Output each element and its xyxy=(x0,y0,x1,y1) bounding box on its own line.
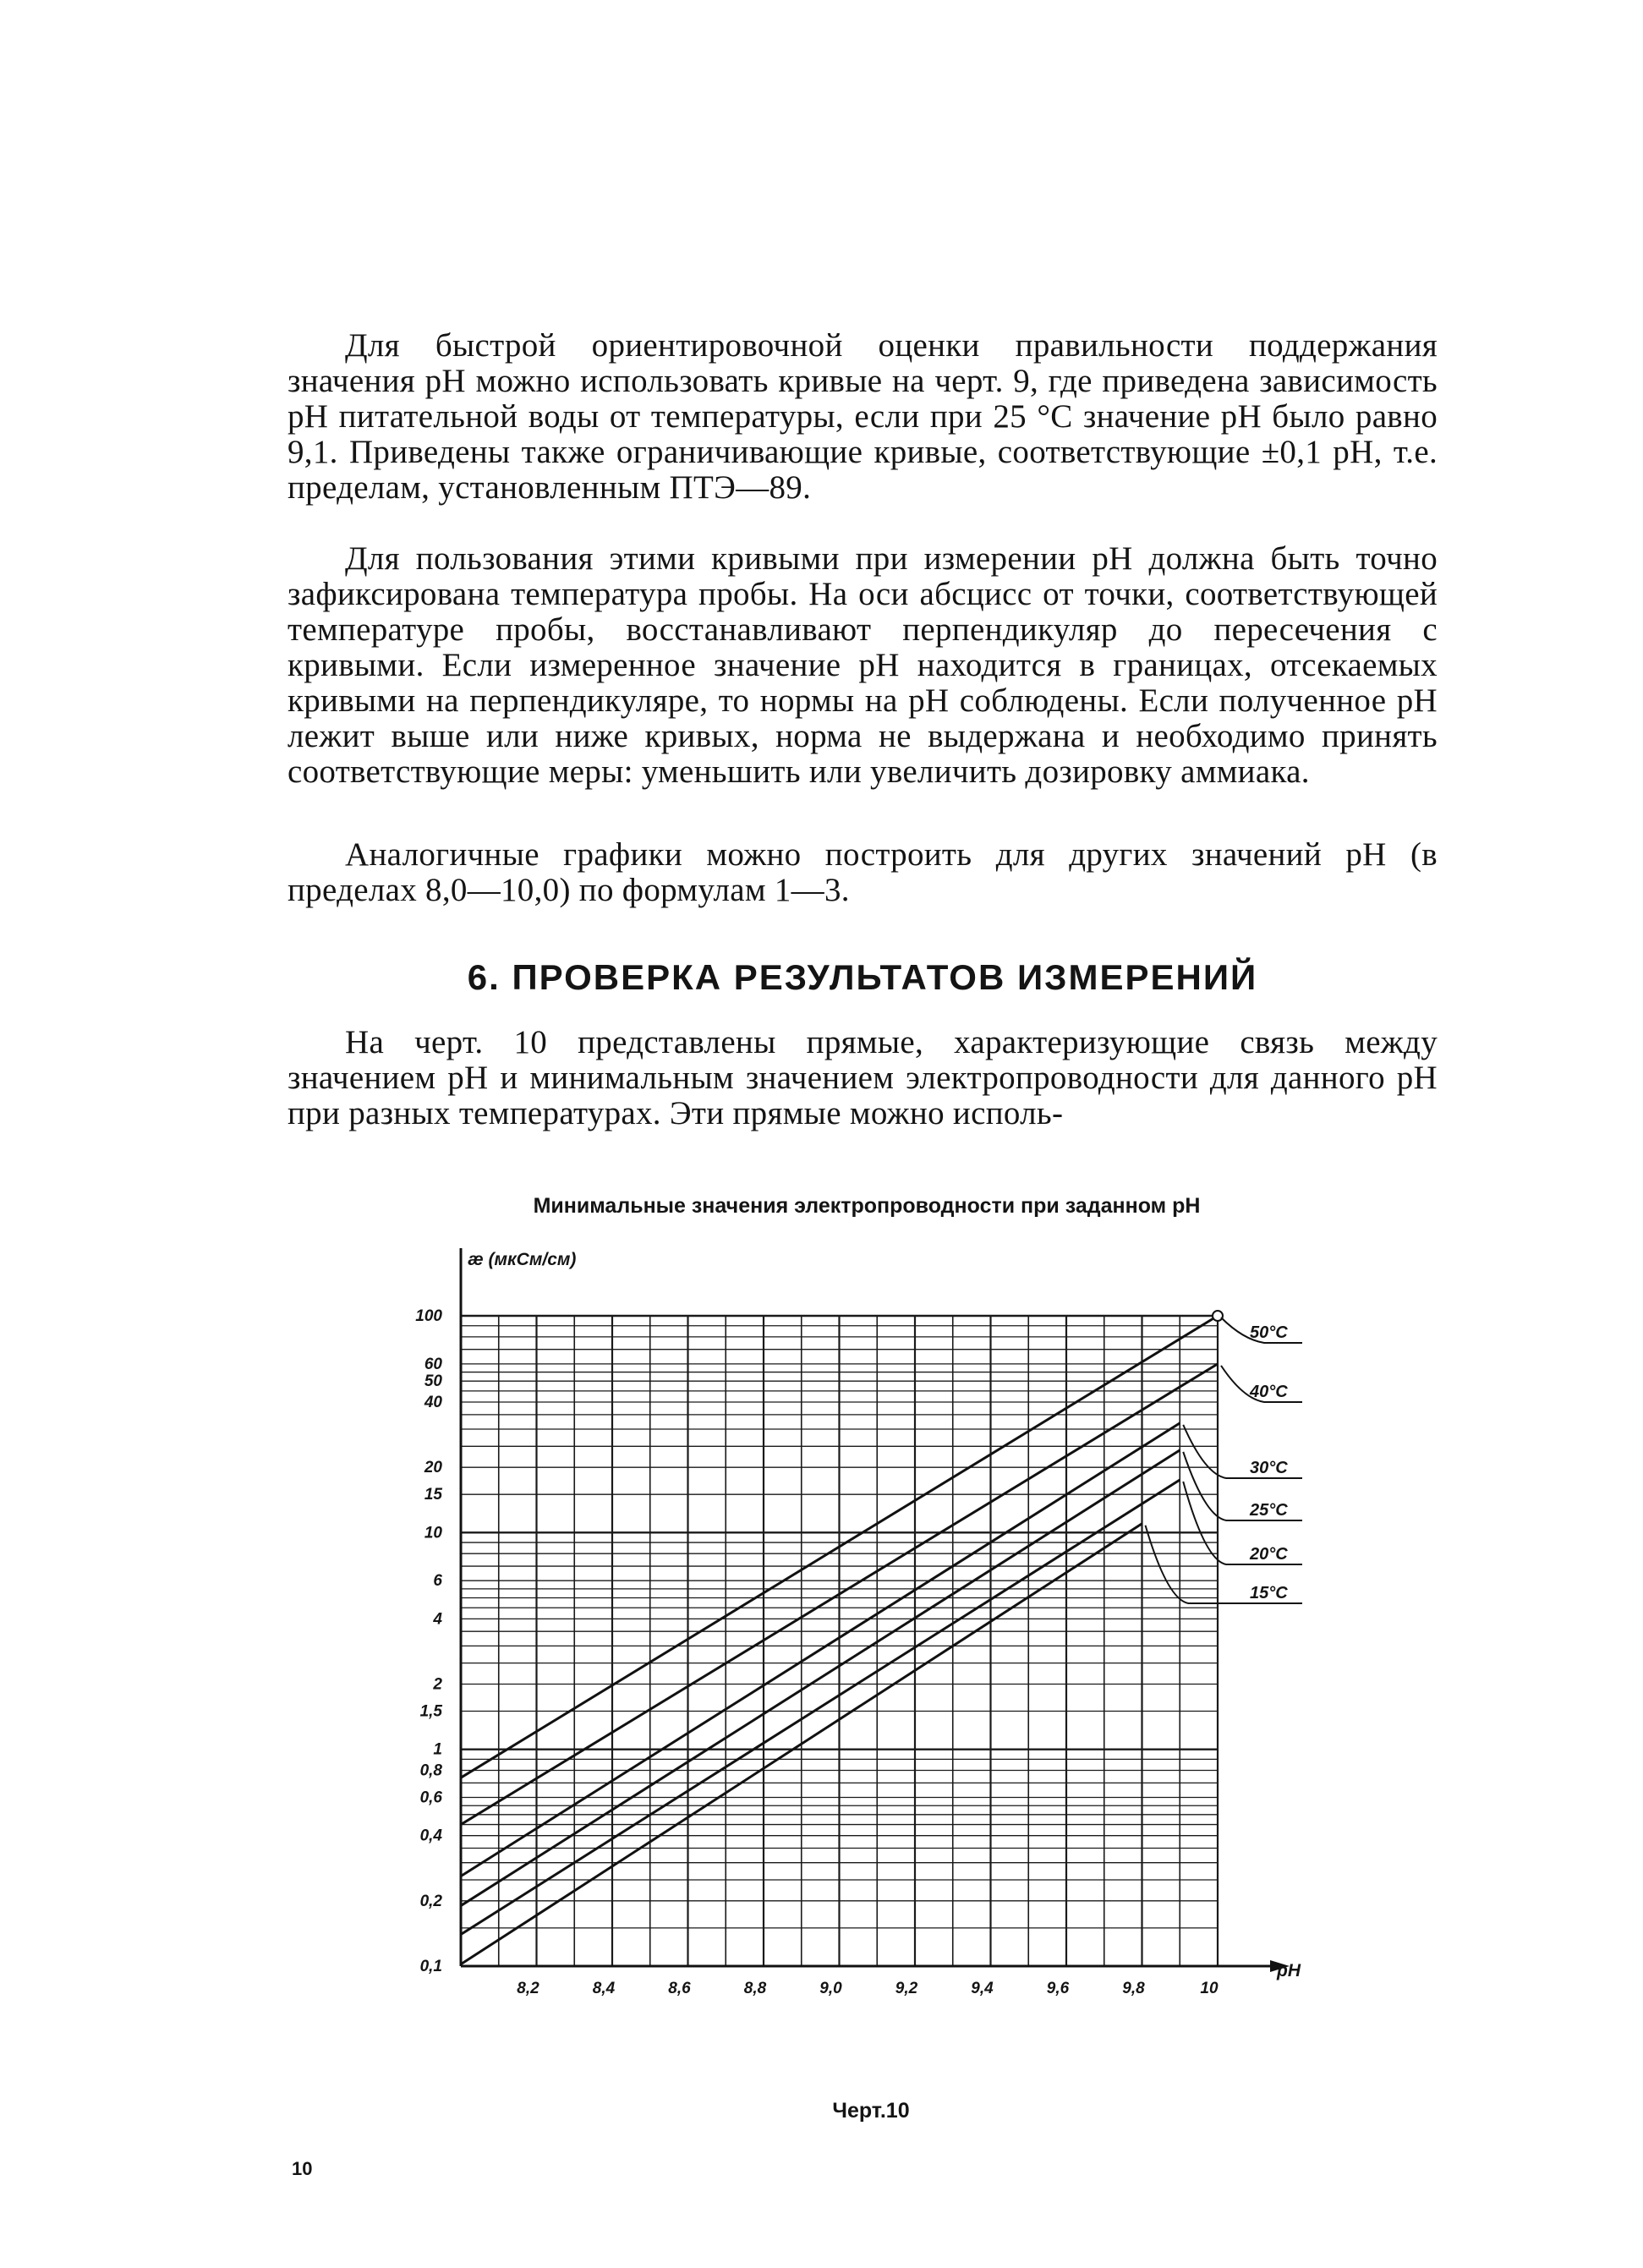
y-tick-label: 0,2 xyxy=(419,1892,442,1910)
series-end-marker xyxy=(1213,1311,1223,1321)
paragraph-4: На черт. 10 представлены прямые, характеризующие связь между значением pH и минимальным значением электропроводности для данного pH при разных температурах. Эти прямые можно исполь- xyxy=(288,1024,1438,1131)
chart-axes xyxy=(461,1248,1290,1972)
y-tick-label: 20 xyxy=(424,1459,442,1477)
chart-labels xyxy=(415,1250,1301,1997)
paragraph-3: Аналогичные графики можно построить для других значений pH (в пределах 8,0—10,0) по формулам 1—3. xyxy=(288,836,1438,908)
series-label: 50°С xyxy=(1250,1323,1288,1342)
x-tick-label: 9,4 xyxy=(971,1980,994,1997)
series-label: 30°С xyxy=(1250,1459,1288,1477)
page-number: 10 xyxy=(292,2158,313,2179)
y-tick-label: 4 xyxy=(433,1610,442,1629)
y-tick-label: 0,1 xyxy=(419,1958,442,1975)
series-label: 40°С xyxy=(1250,1383,1288,1401)
section-heading: 6. ПРОВЕРКА РЕЗУЛЬТАТОВ ИЗМЕРЕНИЙ xyxy=(467,957,1258,997)
y-tick-label: 100 xyxy=(415,1307,442,1325)
x-tick-label: 8,6 xyxy=(668,1980,691,1997)
y-tick-label: 6 xyxy=(433,1572,442,1591)
x-tick-label: 9,6 xyxy=(1046,1980,1070,1997)
chart-grid xyxy=(461,1316,1218,1966)
y-tick-label: 40 xyxy=(424,1394,442,1412)
paragraph-2: Для пользования этими кривыми при измерении pH должна быть точно зафиксирована температура пробы. На оси абсцисс от точки, соответствующей температуре пробы, восстанавливают перпендикуляр до пересечения с кривыми. Если измеренное значение pH находится в границах, отсекаемых кривыми на перпендикуляре, то нормы на pH соблюдены. Если полученное pH лежит выше или ниже кривых, норма не выдержана и необходимо принять соответствующие меры: уменьшить или увеличить дозировку аммиака. xyxy=(288,540,1438,790)
series-label: 15°С xyxy=(1250,1584,1288,1602)
y-tick-label: 15 xyxy=(424,1486,442,1504)
y-tick-label: 60 xyxy=(424,1355,442,1373)
y-axis-label: æ (мкСм/см) xyxy=(468,1250,577,1269)
x-tick-label: 8,8 xyxy=(743,1980,767,1997)
series-line xyxy=(461,1423,1180,1876)
figure-caption: Черт.10 xyxy=(832,2099,910,2123)
x-tick-label: 8,2 xyxy=(517,1980,539,1997)
y-tick-label: 1 xyxy=(433,1740,442,1759)
y-tick-label: 10 xyxy=(424,1524,442,1542)
x-tick-label: 8,4 xyxy=(592,1980,616,1997)
y-tick-label: 0,6 xyxy=(419,1789,442,1807)
series-label: 20°С xyxy=(1250,1545,1288,1564)
series-line xyxy=(461,1480,1180,1935)
paragraph-1: Для быстрой ориентировочной оценки правильности поддержания значения pH можно использовать кривые на черт. 9, где приведена зависимость pH питательной воды от температуры, если при 25 °С значение pH было равно 9,1. Приведены также ограничивающие кривые, соответствующие ±0,1 pH, т.е. пределам, установленным ПТЭ—89. xyxy=(288,327,1438,506)
x-tick-label: 9,0 xyxy=(819,1980,842,1997)
x-tick-label: 10 xyxy=(1200,1980,1219,1997)
y-tick-label: 1,5 xyxy=(419,1702,442,1721)
x-tick-label: 9,8 xyxy=(1122,1980,1145,1997)
y-tick-label: 0,4 xyxy=(419,1827,442,1845)
chart-series xyxy=(461,1311,1302,1964)
chart-title: Минимальные значения электропроводности при заданном pH xyxy=(533,1194,1201,1218)
y-tick-label: 0,8 xyxy=(419,1761,442,1780)
y-tick-label: 2 xyxy=(433,1675,442,1694)
x-axis-label: pH xyxy=(1277,1961,1301,1980)
x-tick-label: 9,2 xyxy=(895,1980,918,1997)
y-tick-label: 50 xyxy=(424,1372,442,1391)
series-line xyxy=(461,1450,1180,1906)
series-label: 25°С xyxy=(1250,1501,1288,1520)
